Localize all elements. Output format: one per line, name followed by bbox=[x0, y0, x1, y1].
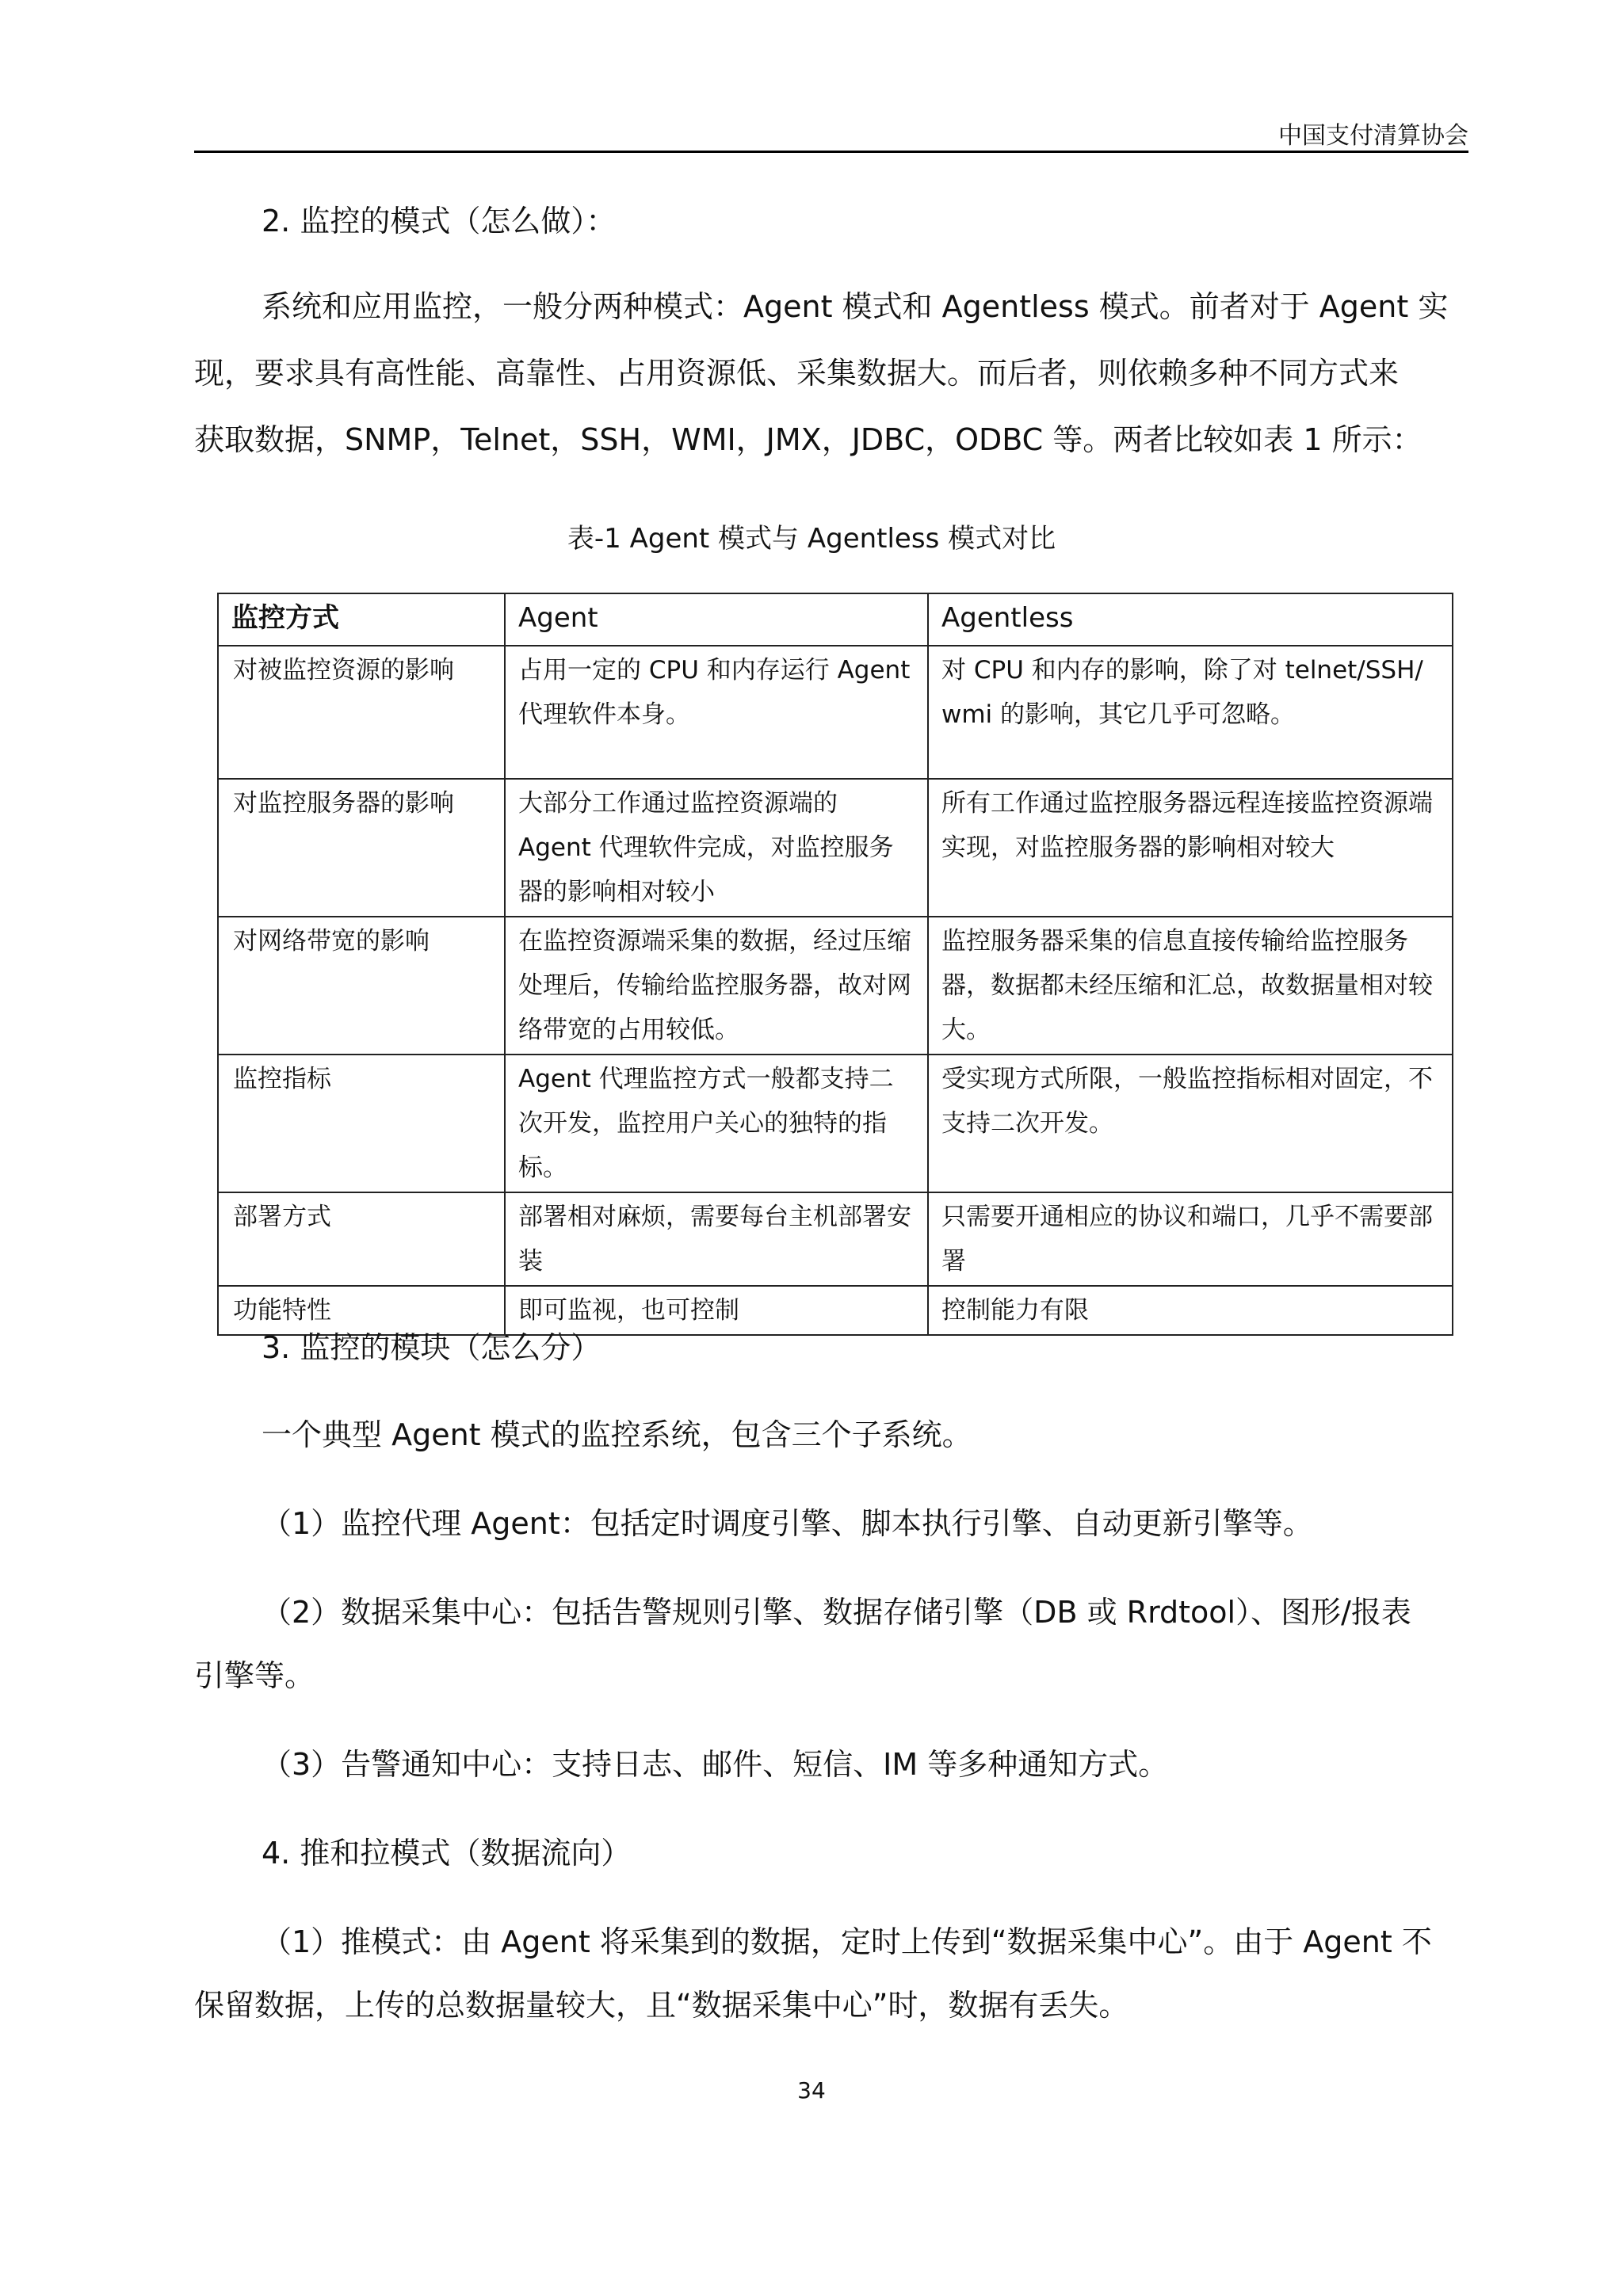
table-cell: 所有工作通过监控服务器远程连接监控资源端实现，对监控服务器的影响相对较大 bbox=[928, 779, 1453, 917]
section-2-line-3: 获取数据，SNMP，Telnet，SSH，WMI，JMX，JDBC，ODBC 等。两者比较如表 1 所示： bbox=[194, 422, 1423, 457]
table-cell: 部署相对麻烦，需要每台主机部署安装 bbox=[505, 1192, 928, 1286]
section-3-intro: 一个典型 Agent 模式的监控系统，包含三个子系统。 bbox=[262, 1417, 972, 1452]
header-divider bbox=[194, 151, 1468, 153]
section-2-heading: 2. 监控的模式（怎么做）： bbox=[262, 204, 617, 238]
section-4-heading: 4. 推和拉模式（数据流向） bbox=[262, 1836, 632, 1871]
section-3-item-2-line-1: （2）数据采集中心：包括告警规则引擎、数据存储引擎（DB 或 Rrdtool）、图形/报表 bbox=[262, 1595, 1411, 1630]
table-cell: 监控指标 bbox=[218, 1055, 505, 1192]
table-cell: Agent 代理监控方式一般都支持二次开发，监控用户关心的独特的指标。 bbox=[505, 1055, 928, 1192]
comparison-table bbox=[217, 593, 1453, 1336]
table-cell: 对 CPU 和内存的影响，除了对 telnet/SSH/ wmi 的影响，其它几乎可忽略。 bbox=[928, 646, 1453, 779]
table-cell: 占用一定的 CPU 和内存运行 Agent 代理软件本身。 bbox=[505, 646, 928, 779]
table-header-cell: Agent bbox=[505, 593, 928, 646]
section-3-item-2-line-2: 引擎等。 bbox=[194, 1658, 315, 1693]
section-3-heading: 3. 监控的模块（怎么分） bbox=[262, 1330, 601, 1365]
table-cell: 即可监视，也可控制 bbox=[505, 1286, 928, 1335]
table-cell: 受实现方式所限，一般监控指标相对固定，不支持二次开发。 bbox=[928, 1055, 1453, 1192]
section-2-line-1: 系统和应用监控，一般分两种模式：Agent 模式和 Agentless 模式。前者对于 Agent 实 bbox=[262, 289, 1449, 324]
section-3-item-1: （1）监控代理 Agent：包括定时调度引擎、脚本执行引擎、自动更新引擎等。 bbox=[262, 1506, 1313, 1541]
section-3-item-3: （3）告警通知中心：支持日志、邮件、短信、IM 等多种通知方式。 bbox=[262, 1747, 1169, 1782]
table-caption: 表-1 Agent 模式与 Agentless 模式对比 bbox=[567, 523, 1056, 555]
table-cell: 对监控服务器的影响 bbox=[218, 779, 505, 917]
section-4-item-1-line-1: （1）推模式：由 Agent 将采集到的数据，定时上传到“数据采集中心”。由于 Agent 不 bbox=[262, 1924, 1432, 1959]
table-header-cell: 监控方式 bbox=[218, 593, 505, 646]
table-header-row bbox=[218, 593, 1453, 646]
table-cell: 大部分工作通过监控资源端的 Agent 代理软件完成，对监控服务器的影响相对较小 bbox=[505, 779, 928, 917]
table-cell: 部署方式 bbox=[218, 1192, 505, 1286]
section-2-line-2: 现，要求具有高性能、高靠性、占用资源低、采集数据大。而后者，则依赖多种不同方式来 bbox=[194, 356, 1400, 391]
table-header-cell: Agentless bbox=[928, 593, 1453, 646]
table-cell: 功能特性 bbox=[218, 1286, 505, 1335]
table-cell: 对网络带宽的影响 bbox=[218, 917, 505, 1055]
table-row bbox=[218, 1055, 1453, 1192]
table-cell: 控制能力有限 bbox=[928, 1286, 1453, 1335]
table-row bbox=[218, 1286, 1453, 1335]
table-cell: 在监控资源端采集的数据，经过压缩处理后，传输给监控服务器，故对网络带宽的占用较低。 bbox=[505, 917, 928, 1055]
header-organization: 中国支付清算协会 bbox=[1278, 122, 1468, 150]
table-row bbox=[218, 1192, 1453, 1286]
page-number: 34 bbox=[797, 2077, 826, 2103]
table-cell: 只需要开通相应的协议和端口，几乎不需要部署 bbox=[928, 1192, 1453, 1286]
table-row bbox=[218, 917, 1453, 1055]
table-cell: 监控服务器采集的信息直接传输给监控服务器，数据都未经压缩和汇总，故数据量相对较大。 bbox=[928, 917, 1453, 1055]
section-4-item-1-line-2: 保留数据，上传的总数据量较大，且“数据采集中心”时，数据有丢失。 bbox=[194, 1988, 1129, 2023]
table-row bbox=[218, 779, 1453, 917]
table-row bbox=[218, 646, 1453, 779]
table-cell: 对被监控资源的影响 bbox=[218, 646, 505, 779]
